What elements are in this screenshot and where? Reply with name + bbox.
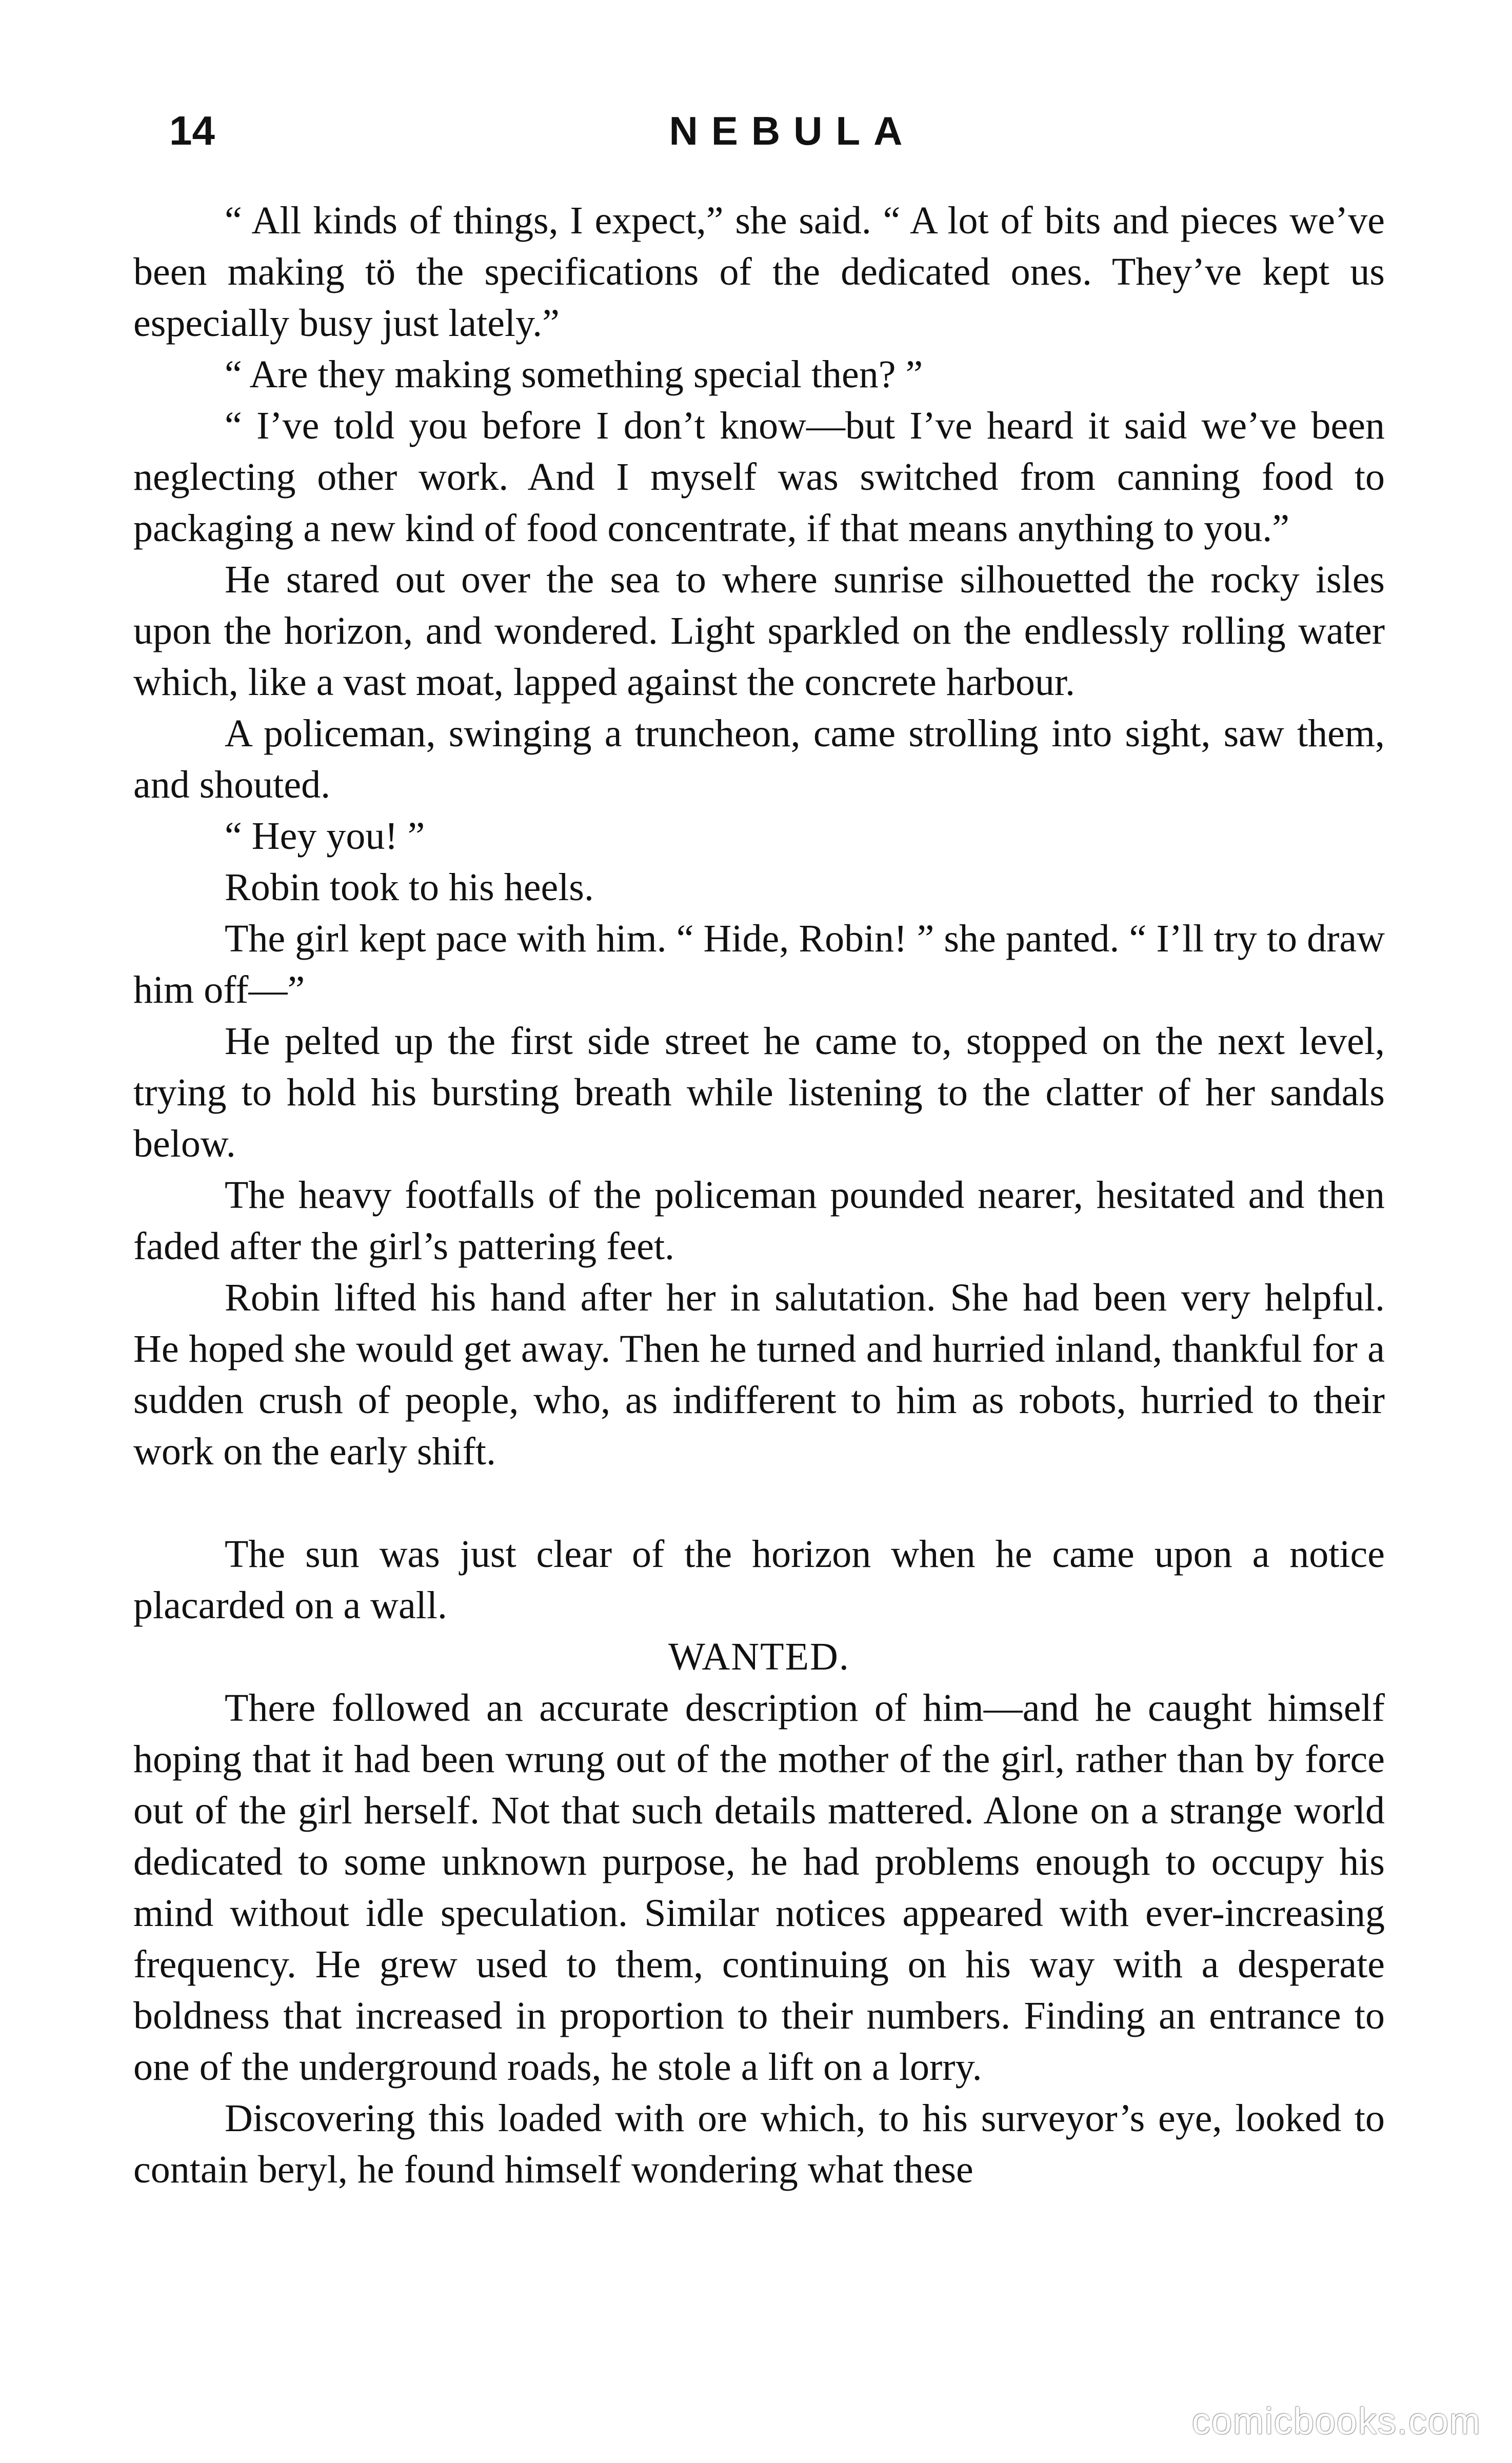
page-header xyxy=(169,105,1385,162)
paragraph: Robin took to his heels. xyxy=(225,866,594,909)
paragraph: Discovering this loaded with ore which, to his surveyor’s eye, looked to contain beryl, he found himself wondering what these xyxy=(133,2097,1385,2191)
paragraph: The heavy footfalls of the policeman pounded nearer, hesitated and then faded after the girl’s pattering feet. xyxy=(133,1174,1385,1268)
paragraph: He pelted up the first side street he came to, stopped on the next level, trying to hold his bursting breath while listening to the clatter of her sandals below. xyxy=(133,1020,1385,1165)
paragraph: A policeman, swinging a truncheon, came strolling into sight, saw them, and shouted. xyxy=(133,712,1385,806)
paragraph: There followed an accurate description of him—and he caught himself hoping that it had been wrung out of the mother of the girl, rather than by force out of the girl herself. Not that such details mattered. Alone on a strange world dedicated to some unknown purpose, he had problems enough to occupy his mind without idle speculation. Similar notices appeared with ever-increasing frequency. He grew used to them, continuing on his way with a desperate boldness that increased in proportion to their numbers. Finding an entrance to one of the underground roads, he stole a lift on a lorry. xyxy=(133,1686,1385,2089)
running-title: NEBULA xyxy=(669,108,916,153)
notice-heading: WANTED. xyxy=(668,1635,850,1678)
paragraph: “ Are they making something special then? ” xyxy=(225,353,923,396)
page-number: 14 xyxy=(169,108,215,153)
paragraph: “ Hey you! ” xyxy=(225,815,425,858)
paragraph: The sun was just clear of the horizon when he came upon a notice placarded on a wall. xyxy=(133,1533,1385,1627)
body-text xyxy=(133,195,1385,2195)
paragraph: He stared out over the sea to where sunrise silhouetted the rocky isles upon the horizon, and wondered. Light sparkled on the endlessly rolling water which, like a vast moat, lapped against the concrete harbour. xyxy=(133,558,1385,704)
paragraph: Robin lifted his hand after her in salutation. She had been very helpful. He hoped she would get away. Then he turned and hurried inland, thankful for a sudden crush of people, who, as indifferent to him as robots, hurried to their work on the early shift. xyxy=(133,1276,1385,1473)
paragraph: “ All kinds of things, I expect,” she said. “ A lot of bits and pieces we’ve been making tö the specifications of the dedicated ones. They’ve kept us especially busy just lately.” xyxy=(133,199,1385,345)
watermark: comicbooks.com xyxy=(1191,2401,1481,2442)
paragraph: “ I’ve told you before I don’t know—but I’ve heard it said we’ve been neglecting other work. And I myself was switched from canning food to packaging a new kind of food concentrate, if that means anything to you.” xyxy=(133,404,1385,550)
paragraph: The girl kept pace with him. “ Hide, Robin! ” she panted. “ I’ll try to draw him off—” xyxy=(133,917,1385,1011)
